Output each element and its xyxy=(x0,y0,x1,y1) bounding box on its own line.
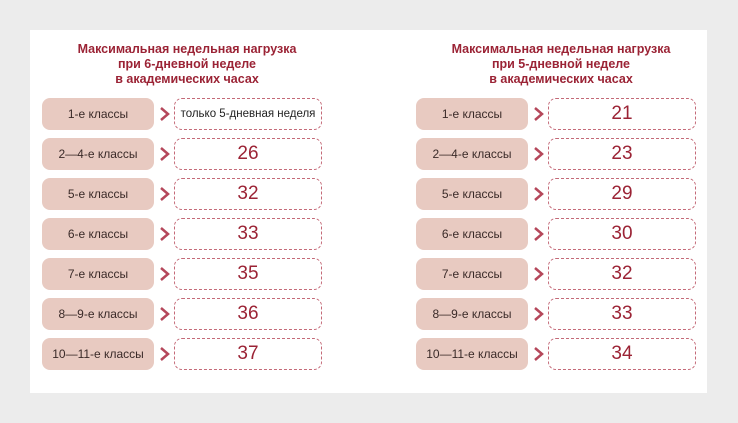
chevron-right-icon xyxy=(158,267,172,281)
hours-value: 34 xyxy=(548,338,696,370)
grade-label: 2—4-е классы xyxy=(42,138,154,170)
chevron-right-icon xyxy=(158,107,172,121)
chevron-right-icon xyxy=(532,347,546,361)
chevron-right-icon xyxy=(532,147,546,161)
hours-value: 32 xyxy=(174,178,322,210)
chevron-right-icon xyxy=(532,267,546,281)
hours-value: 21 xyxy=(548,98,696,130)
hours-value: 37 xyxy=(174,338,322,370)
table-row xyxy=(42,138,332,170)
table-row xyxy=(416,98,706,130)
panel-title: Максимальная недельная нагрузка при 6-дневной неделе в академических часах xyxy=(77,42,297,86)
chevron-right-icon xyxy=(158,307,172,321)
chevron-right-icon xyxy=(532,227,546,241)
table-row xyxy=(416,218,706,250)
chevron-right-icon xyxy=(158,147,172,161)
grade-label: 6-е классы xyxy=(416,218,528,250)
hours-value: 33 xyxy=(548,298,696,330)
panel-title: Максимальная недельная нагрузка при 5-дневной неделе в академических часах xyxy=(451,42,671,86)
table-row xyxy=(42,98,332,130)
chevron-right-icon xyxy=(532,307,546,321)
grade-label: 7-е классы xyxy=(416,258,528,290)
hours-value: 30 xyxy=(548,218,696,250)
grade-label: 5-е классы xyxy=(42,178,154,210)
table-row xyxy=(42,258,332,290)
table-row xyxy=(416,338,706,370)
table-row xyxy=(416,178,706,210)
table-row xyxy=(416,258,706,290)
hours-value: 23 xyxy=(548,138,696,170)
grade-label: 2—4-е классы xyxy=(416,138,528,170)
infographic-card xyxy=(30,30,707,393)
grade-label: 1-е классы xyxy=(416,98,528,130)
chevron-right-icon xyxy=(158,187,172,201)
hours-value: 32 xyxy=(548,258,696,290)
grade-label: 7-е классы xyxy=(42,258,154,290)
grade-label: 1-е классы xyxy=(42,98,154,130)
table-row xyxy=(416,138,706,170)
grade-label: 5-е классы xyxy=(416,178,528,210)
chevron-right-icon xyxy=(532,107,546,121)
hours-value: 36 xyxy=(174,298,322,330)
grade-label: 10—11-е классы xyxy=(42,338,154,370)
hours-value: только 5-дневная неделя xyxy=(174,98,322,130)
hours-value: 33 xyxy=(174,218,322,250)
grade-label: 8—9-е классы xyxy=(42,298,154,330)
chevron-right-icon xyxy=(158,227,172,241)
grade-label: 10—11-е классы xyxy=(416,338,528,370)
hours-value: 29 xyxy=(548,178,696,210)
grade-label: 8—9-е классы xyxy=(416,298,528,330)
chevron-right-icon xyxy=(532,187,546,201)
hours-value: 26 xyxy=(174,138,322,170)
chevron-right-icon xyxy=(158,347,172,361)
table-row xyxy=(42,178,332,210)
grade-label: 6-е классы xyxy=(42,218,154,250)
table-row xyxy=(42,218,332,250)
table-row xyxy=(42,338,332,370)
table-row xyxy=(416,298,706,330)
hours-value: 35 xyxy=(174,258,322,290)
table-row xyxy=(42,298,332,330)
